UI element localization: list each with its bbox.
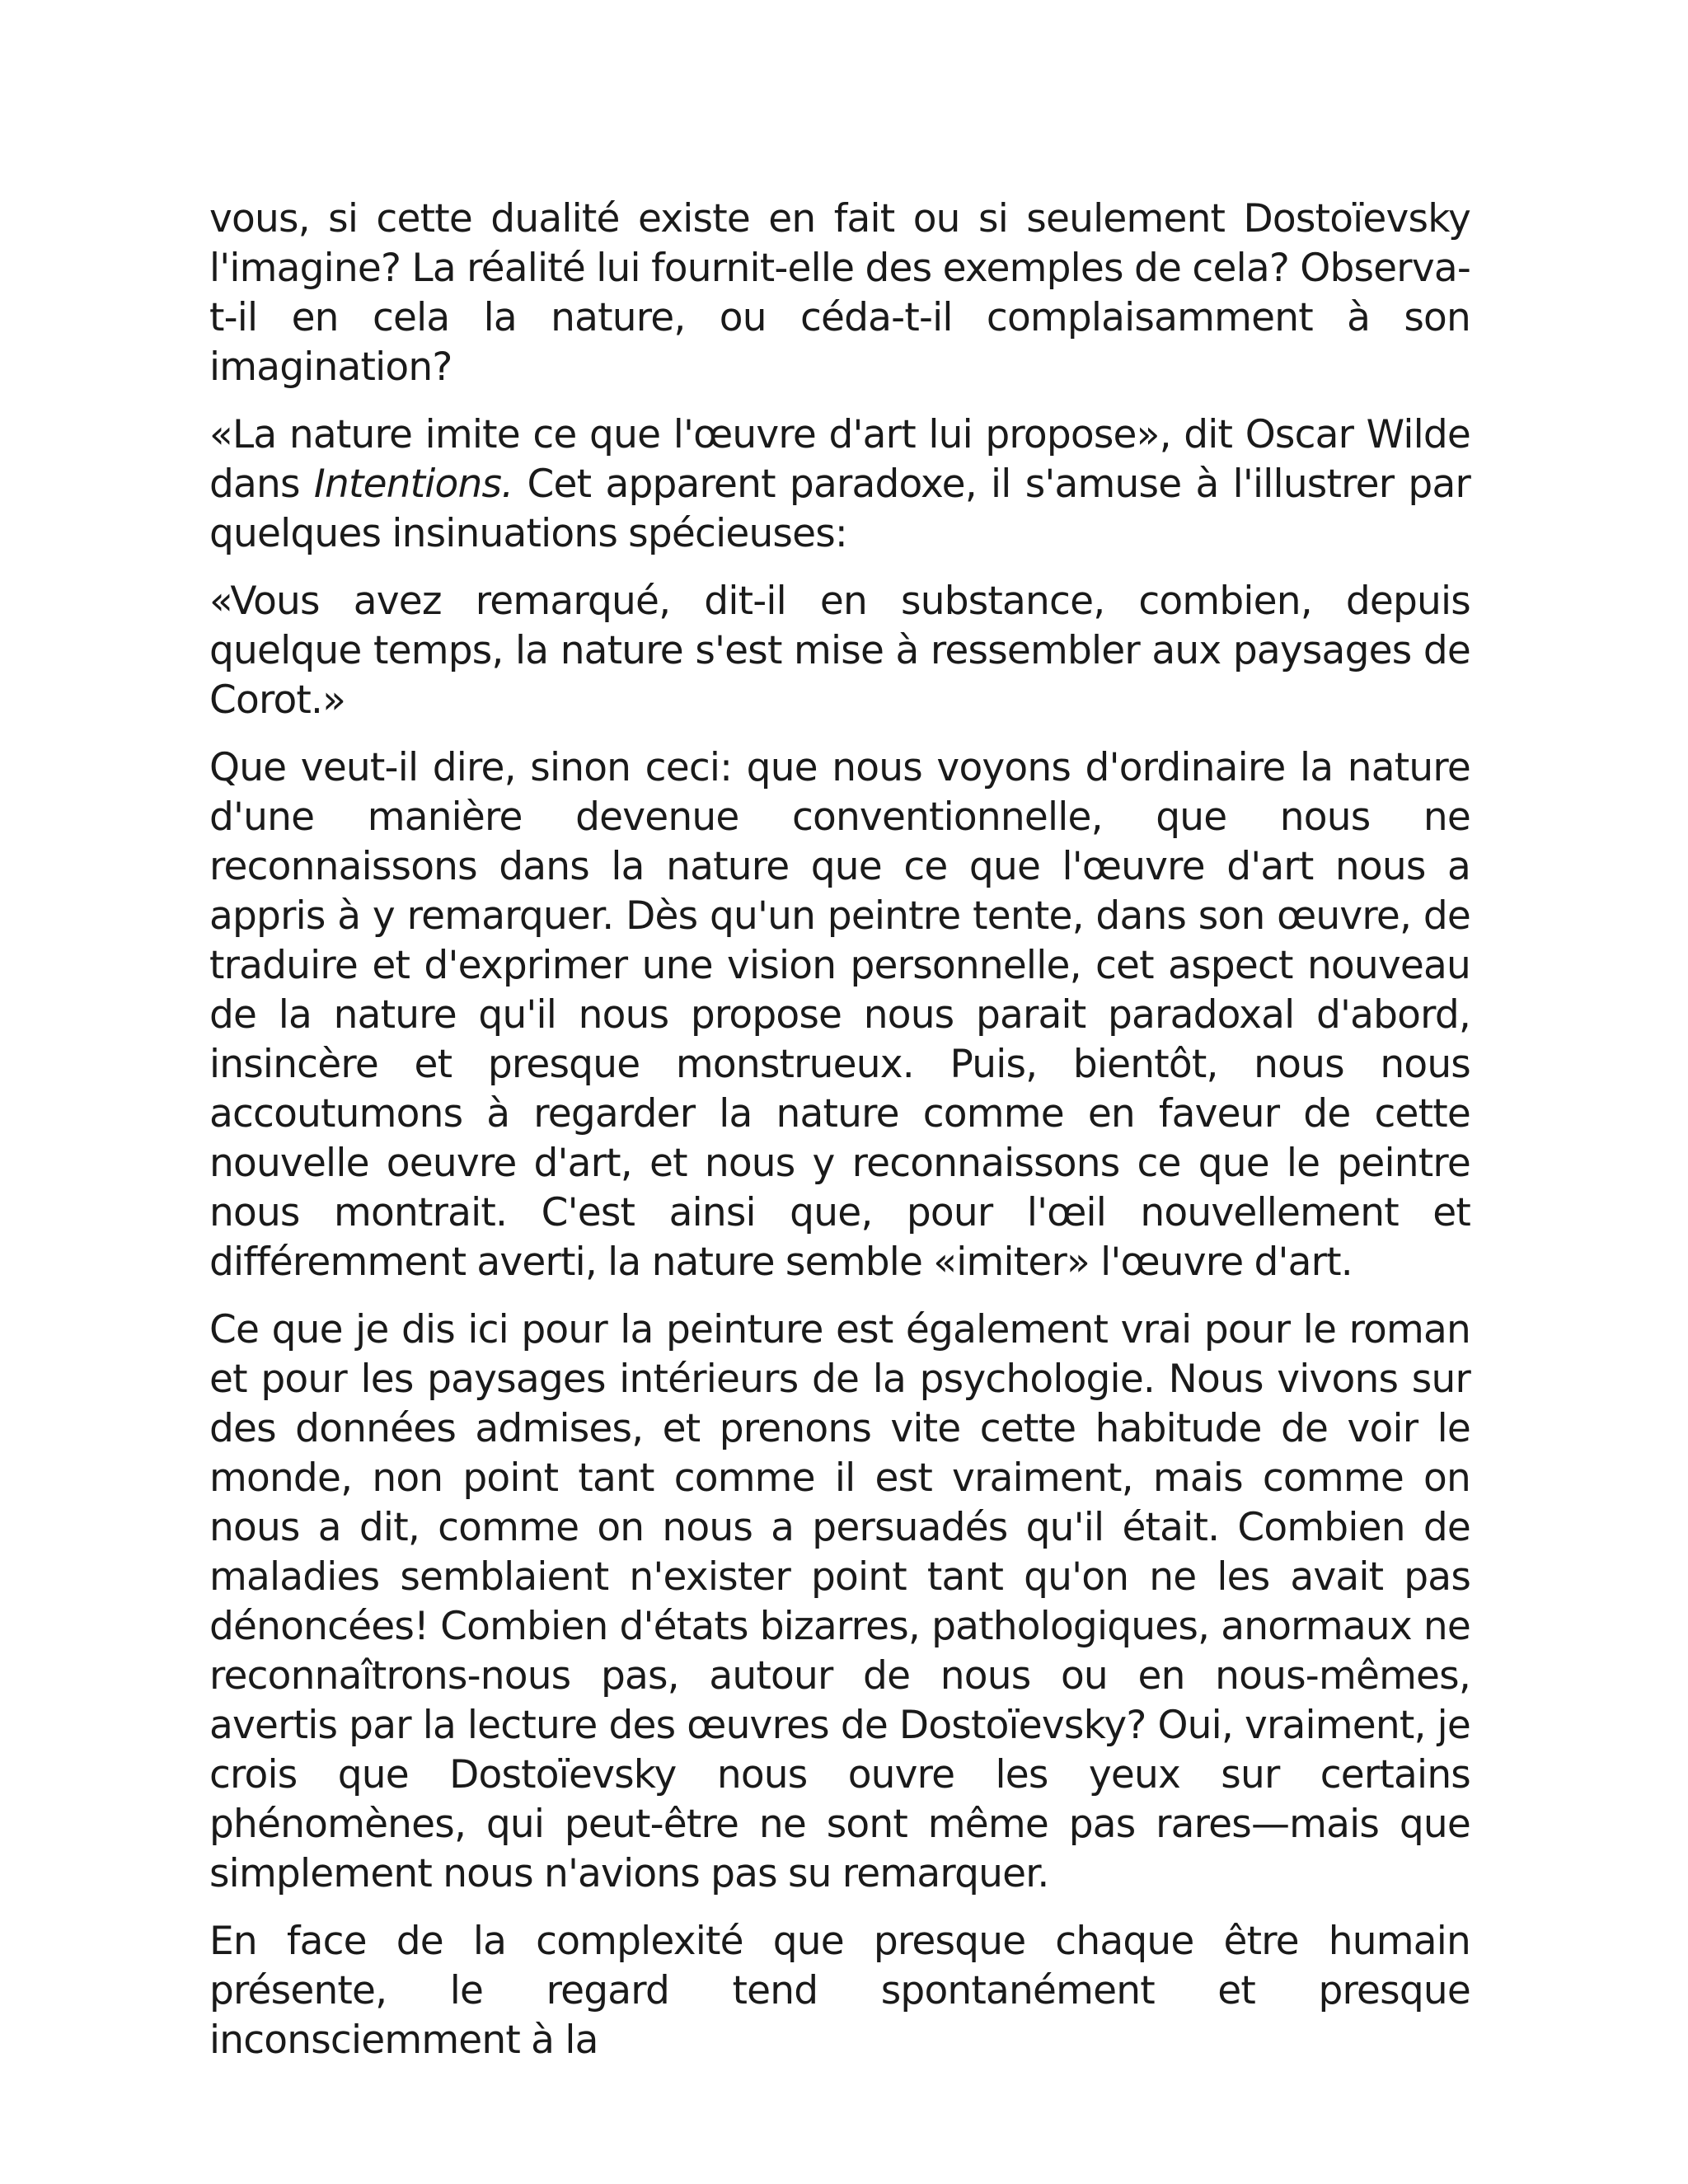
book-title-intentions: Intentions. (313, 462, 513, 507)
paragraph-2 (209, 410, 1470, 559)
paragraph-6: En face de la complexité que presque chaque être humain présente, le regard tend spontanément et presque inconsciemment à la (209, 1919, 1470, 2063)
paragraph-4: Que veut-il dire, sinon ceci: que nous voyons d'ordinaire la nature d'une manière devenue conventionnelle, que nous ne reconnaissons dans la nature que ce que l'œuvre d'art nous a appris à y remarquer. Dès qu'un peintre tente, dans son œuvre, de traduire et d'exprimer une vision personnelle, cet aspect nouveau de la nature qu'il nous propose nous parait paradoxal d'abord, insincère et presque monstrueux. Puis, bientôt, nous nous accoutumons à regarder la nature comme en faveur de cette nouvelle oeuvre d'art, et nous y reconnaissons ce que le peintre nous montrait. C'est ainsi que, pour l'œil nouvellement et différemment averti, la nature semble «imiter» l'œuvre d'art. (209, 745, 1470, 1285)
paragraph-2-start: «La nature imite ce que l'œuvre d'art lui propose», dit Oscar Wilde dans (209, 412, 1470, 507)
document-page (209, 194, 1470, 2083)
paragraph-1: vous, si cette dualité existe en fait ou si seulement Dostoïevsky l'imagine? La réalité lui fournit-elle des exemples de cela? Observa-t-il en cela la nature, ou céda-t-il complaisamment à son imagination? (209, 196, 1470, 390)
paragraph-3: «Vous avez remarqué, dit-il en substance, combien, depuis quelque temps, la nature s'est mise à ressembler aux paysages de Corot.» (209, 579, 1470, 723)
paragraph-2-end: Cet apparent paradoxe, il s'amuse à l'illustrer par quelques insinuations spécieuses: (209, 462, 1470, 556)
paragraph-5: Ce que je dis ici pour la peinture est également vrai pour le roman et pour les paysages intérieurs de la psychologie. Nous vivons sur des données admises, et prenons vite cette habitude de voir le monde, non point tant comme il est vraiment, mais comme on nous a dit, comme on nous a persuadés qu'il était. Combien de maladies semblaient n'exister point tant qu'on ne les avait pas dénoncées! Combien d'états bizarres, pathologiques, anormaux ne reconnaîtrons-nous pas, autour de nous ou en nous-mêmes, avertis par la lecture des œuvres de Dostoïevsky? Oui, vraiment, je crois que Dostoïevsky nous ouvre les yeux sur certains phénomènes, qui peut-être ne sont même pas rares—mais que simplement nous n'avions pas su remarquer. (209, 1307, 1470, 1896)
